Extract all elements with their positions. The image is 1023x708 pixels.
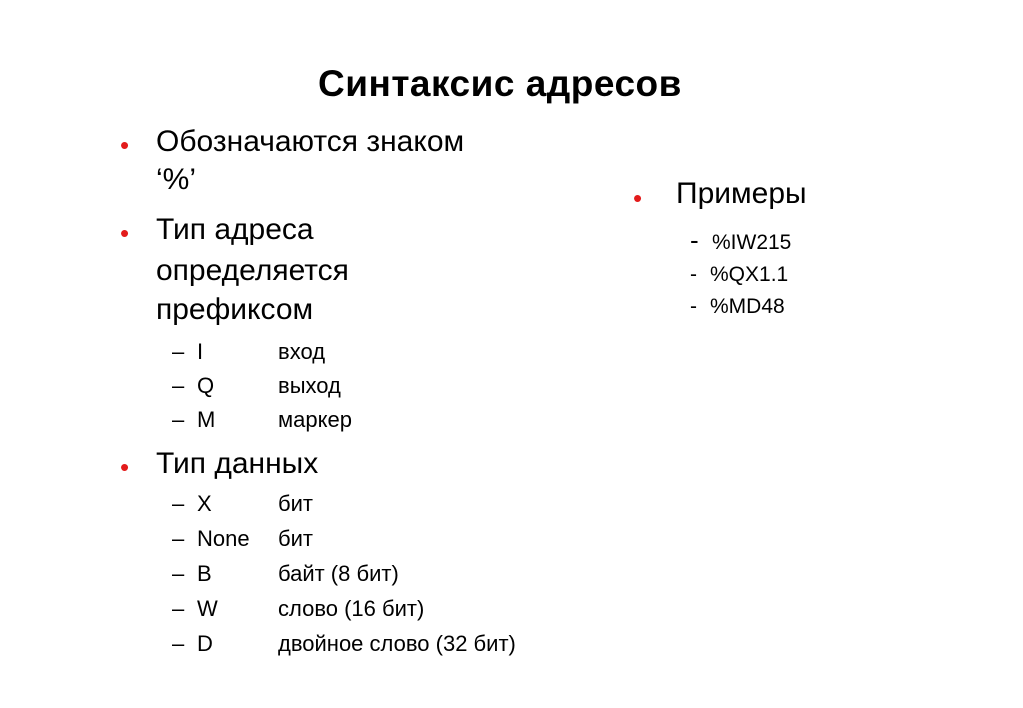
sub-item-value: бит: [278, 491, 313, 516]
example-item: [690, 294, 785, 320]
sub-item-value: вход: [278, 339, 326, 364]
sub-item-dash: –: [172, 561, 185, 586]
sub-item-dash: –: [172, 526, 185, 551]
slide-title: Синтаксис адресов: [318, 63, 682, 104]
example-dash: -: [690, 263, 697, 286]
sub-item-value: выход: [278, 373, 341, 398]
sub-item-dash: –: [172, 373, 185, 398]
bullet-text-line: Тип данных: [156, 447, 319, 480]
sub-item-value: двойное слово (32 бит): [278, 631, 516, 656]
sub-item-value: слово (16 бит): [278, 596, 425, 621]
sub-item-key: None: [197, 526, 250, 551]
sub-item-value: маркер: [278, 407, 352, 432]
sub-item-value: байт (8 бит): [278, 561, 399, 586]
sub-item-dash: –: [172, 596, 185, 621]
sub-item-dash: –: [172, 491, 185, 516]
sub-item-key: Q: [197, 373, 215, 398]
examples-heading: Примеры: [676, 177, 807, 210]
sub-item-key: W: [197, 596, 218, 621]
sub-item-dash: –: [172, 339, 185, 364]
sub-item-key: M: [197, 407, 216, 432]
bullet-text-line: определяется: [156, 254, 349, 287]
example-item: [690, 227, 791, 256]
example-dash: -: [690, 295, 697, 318]
bullet-text-line: ‘%’: [156, 163, 197, 196]
sub-item-key: D: [197, 631, 213, 656]
bullet-text-line: Обозначаются знаком: [156, 125, 465, 158]
example-code: %IW215: [712, 231, 792, 254]
sub-item-key: X: [197, 491, 212, 516]
sub-item-dash: –: [172, 631, 185, 656]
example-item: [690, 262, 788, 288]
bullet-dot: •: [120, 130, 130, 160]
sub-item-dash: –: [172, 407, 185, 432]
bullet-text-line: Тип адреса: [156, 213, 314, 246]
example-code: %MD48: [710, 295, 785, 318]
example-dash: -: [690, 225, 699, 255]
bullet-dot: •: [120, 218, 130, 248]
bullet-text-line: префиксом: [156, 293, 314, 326]
example-code: %QX1.1: [710, 263, 789, 286]
sub-item-value: бит: [278, 526, 313, 551]
sub-item-key: B: [197, 561, 212, 586]
bullet-dot: •: [120, 452, 130, 482]
bullet-dot: •: [633, 183, 643, 213]
sub-item-key: I: [197, 339, 204, 364]
